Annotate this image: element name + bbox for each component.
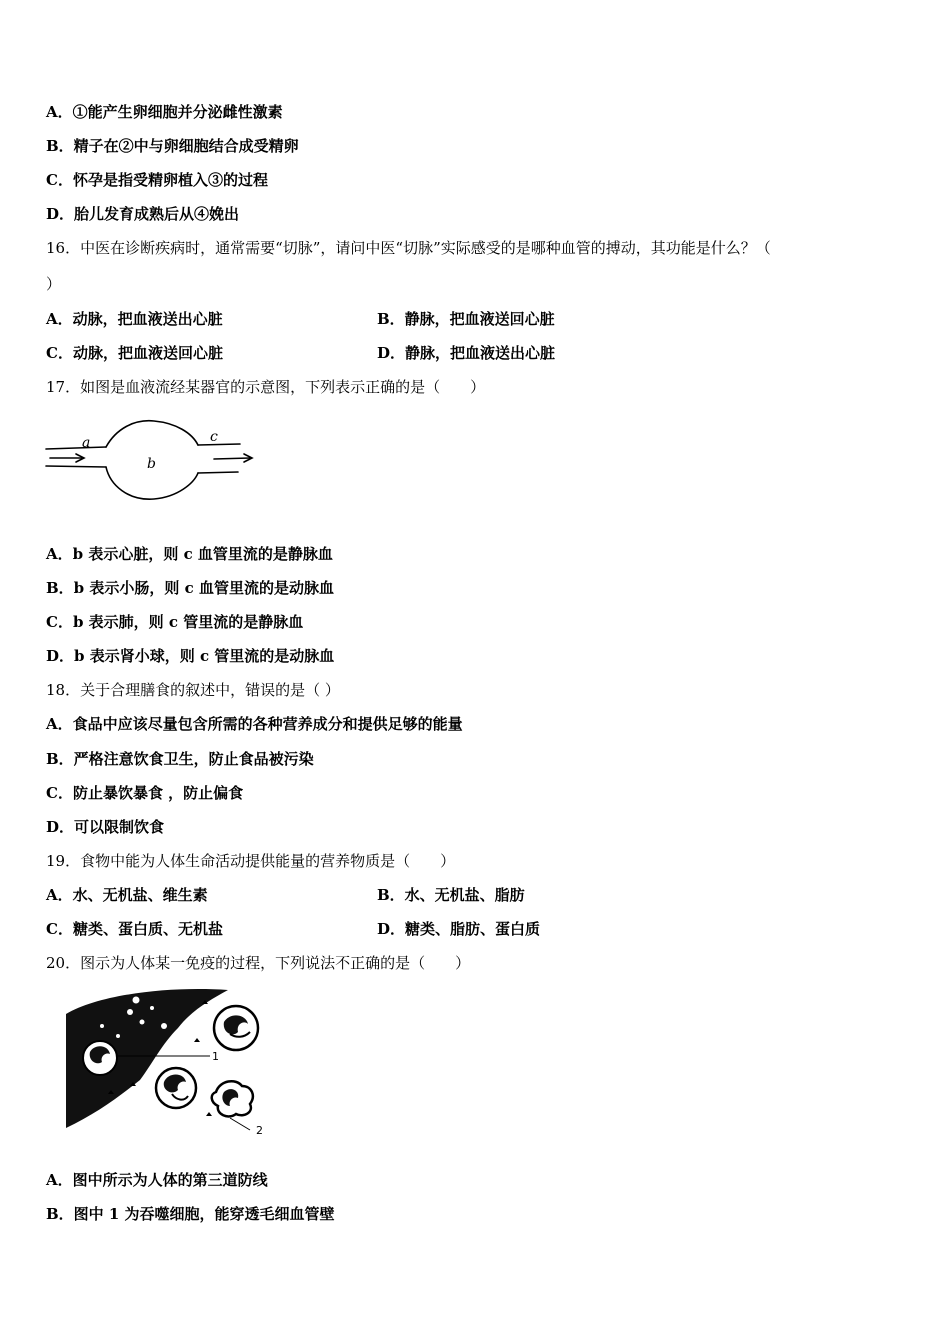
q18-option-a: A．食品中应该尽量包含所需的各种营养成分和提供足够的能量 [46, 715, 463, 733]
organ-b-upper-outline [106, 421, 198, 447]
q16-option-d: D．静脉，把血液送出心脏 [377, 344, 556, 362]
q19-option-b: B．水、无机盐、脂肪 [377, 886, 525, 904]
vessel-a-lower-wall [46, 466, 106, 467]
q19-option-c: C．糖类、蛋白质、无机盐 [46, 920, 223, 938]
migrating-cell [212, 1081, 253, 1116]
phagocyte-middle [156, 1068, 196, 1108]
q16-stem: 16．中医在诊断疾病时，通常需要“切脉”，请问中医“切脉”实际感受的是哪种血管的搏动，其功能是什么？（ [46, 239, 771, 257]
label-2: 2 [256, 1124, 263, 1137]
q16-option-c: C．动脉，把血液送回心脏 [46, 344, 223, 362]
vessel-c-lower-wall [198, 472, 238, 473]
q15-option-a: A．①能产生卵细胞并分泌雌性激素 [46, 103, 283, 121]
phagocyte-in-vessel [83, 1041, 117, 1075]
q19-stem: 19．食物中能为人体生命活动提供能量的营养物质是（ ） [46, 852, 456, 870]
q17-stem: 17．如图是血液流经某器官的示意图，下列表示正确的是（ ） [46, 378, 486, 396]
vessel-c-upper-wall [198, 444, 240, 445]
q16-option-b: B．静脉，把血液送回心脏 [377, 310, 555, 328]
q18-option-b: B．严格注意饮食卫生，防止食品被污染 [46, 750, 314, 768]
label-c: c [210, 429, 218, 445]
immune-process-figure [60, 986, 272, 1138]
q18-stem: 18．关于合理膳食的叙述中，错误的是（ ） [46, 681, 340, 699]
q18-option-c: C．防止暴饮暴食 ，防止偏食 [46, 784, 244, 802]
q16-option-a: A．动脉，把血液送出心脏 [46, 310, 223, 328]
q17-option-a: A．b 表示心脏，则 c 血管里流的是静脉血 [46, 545, 333, 563]
q20-option-a: A．图中所示为人体的第三道防线 [46, 1171, 268, 1189]
q17-option-d: D．b 表示肾小球，则 c 管里流的是动脉血 [46, 647, 335, 665]
q15-option-d: D．胎儿发育成熟后从④娩出 [46, 205, 240, 223]
q16-stem-continued: ） [46, 275, 62, 293]
q15-option-c: C．怀孕是指受精卵植入③的过程 [46, 171, 268, 189]
q15-option-b: B．精子在②中与卵细胞结合成受精卵 [46, 137, 299, 155]
q19-option-a: A．水、无机盐、维生素 [46, 886, 208, 904]
label-1: 1 [212, 1050, 219, 1063]
outflow-arrow-shaft [214, 458, 250, 459]
q18-option-d: D．可以限制饮食 [46, 818, 165, 836]
q17-option-b: B．b 表示小肠，则 c 血管里流的是动脉血 [46, 579, 334, 597]
q20-stem: 20．图示为人体某一免疫的过程，下列说法不正确的是（ ） [46, 954, 471, 972]
blood-flow-diagram [44, 415, 260, 507]
q19-option-d: D．糖类、脂肪、蛋白质 [377, 920, 541, 938]
vessel-a-upper-wall [46, 447, 106, 449]
q17-option-c: C．b 表示肺，则 c 管里流的是静脉血 [46, 613, 304, 631]
q20-option-b: B．图中 1 为吞噬细胞，能穿透毛细血管壁 [46, 1205, 335, 1223]
phagocyte-upper-right [214, 1006, 258, 1050]
label-a: a [82, 435, 91, 451]
label-b: b [147, 456, 156, 472]
leader-line-2 [230, 1118, 250, 1130]
